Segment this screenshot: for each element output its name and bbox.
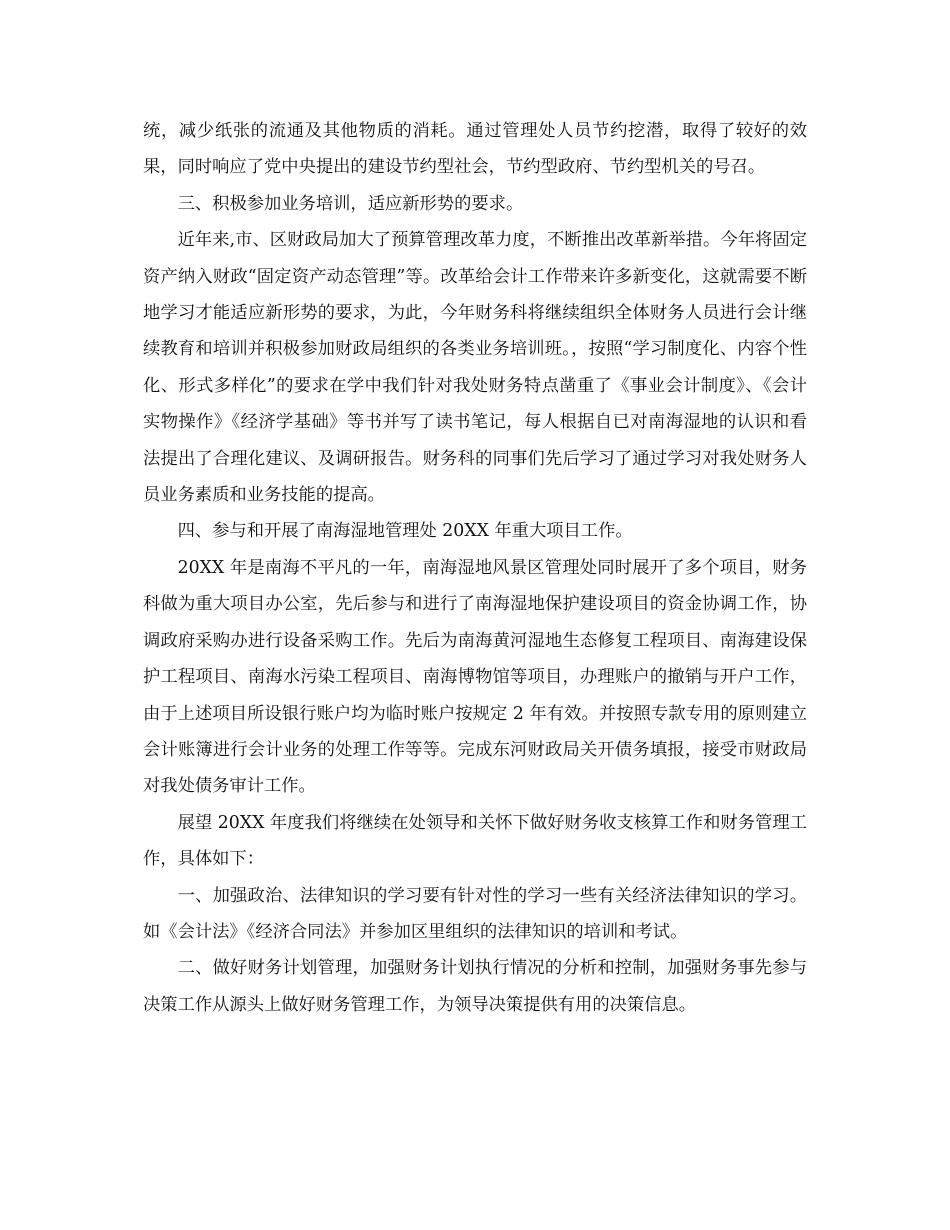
paragraph-heading-projects: 四、参与和开展了南海湿地管理处 20XX 年重大项目工作。 bbox=[177, 521, 633, 542]
paragraph-heading-training: 三、积极参加业务培训，适应新形势的要求。 bbox=[177, 193, 524, 214]
paragraph-outlook: 展望 20XX 年度我们将继续在处领导和关怀下做好财务收支核算工作和财务管理工作，具体如下： bbox=[143, 812, 807, 870]
paragraph-plan-one: 一、加强政治、法律知识的学习要有针对性的学习一些有关经济法律知识的学习。如《会计法》《经济合同法》并参加区里组织的法律知识的培训和考试。 bbox=[143, 885, 807, 942]
paragraph-continuation: 统，减少纸张的流通及其他物质的消耗。通过管理处人员节约挖潜，取得了较好的效果，同时响应了党中央提出的建设节约型社会，节约型政府、节约型机关的号召。 bbox=[143, 121, 807, 178]
paragraph-training-details: 近年来,市、区财政局加大了预算管理改革力度，不断推出改革新举措。今年将固定资产纳入财政“固定资产动态管理”等。改革给会计工作带来许多新变化，这就需要不断地学习才能适应新形势的要求，为此，今年财务科将继续组织全体财务人员进行会计继续教育和培训并积极参加财政局组织的各类业务培训班。，按照“学习制度化、内容个性化、形式多样化”的要求在学中我们针对我处财务特点凿重了《事业会计制度》、《会计实物操作》《经济学基础》等书并写了读书笔记，每人根据自已对南海湿地的认识和看法提出了合理化建议、及调研报告。财务科的同事们先后学习了通过学习对我处财务人员业务素质和业务技能的提高。 bbox=[143, 230, 807, 506]
paragraph-plan-two: 二、做好财务计划管理，加强财务计划执行情况的分析和控制，加强财务事先参与决策工作从源头上做好财务管理工作，为领导决策提供有用的决策信息。 bbox=[143, 958, 807, 1015]
document-body bbox=[143, 113, 807, 1023]
paragraph-projects-details: 20XX 年是南海不平凡的一年，南海湿地风景区管理处同时展开了多个项目，财务科做为重大项目办公室，先后参与和进行了南海湿地保护建设项目的资金协调工作，协调政府采购办进行设备采购工作。先后为南海黄河湿地生态修复工程项目、南海建设保护工程项目、南海水污染工程项目、南海博物馆等项目，办理账户的撤销与开户工作，由于上述项目所设银行账户均为临时账户按规定 2 年有效。并按照专款专用的原则建立会计账簿进行会计业务的处理工作等等。完成东河财政局关开债务填报，接受市财政局对我处债务审计工作。 bbox=[143, 557, 807, 797]
